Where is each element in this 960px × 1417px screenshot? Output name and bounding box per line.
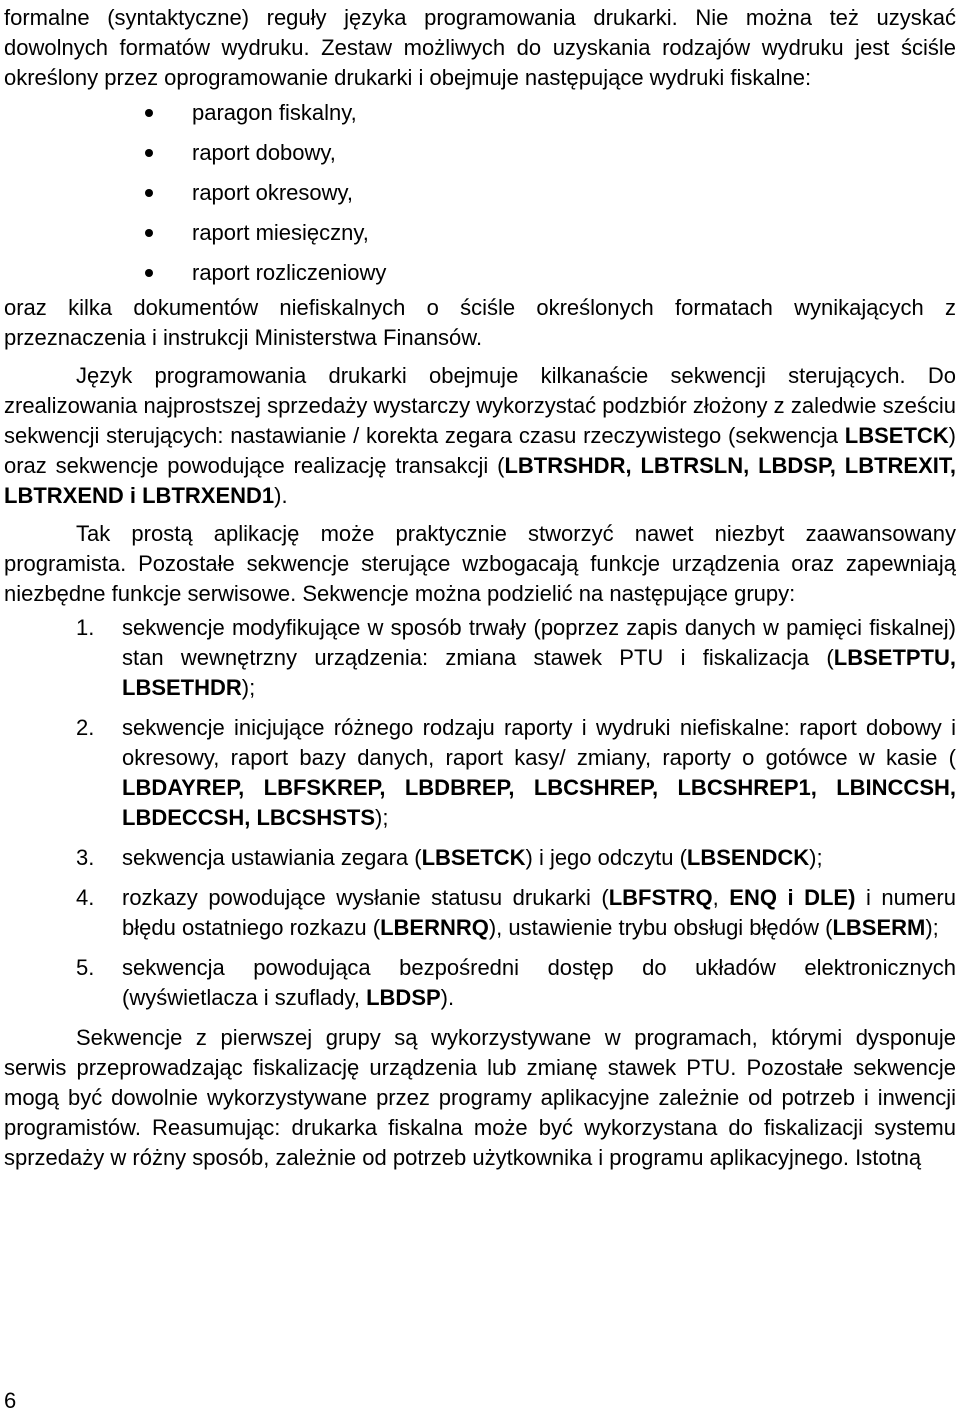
- list-item: 5. sekwencja powodująca bezpośredni dostęp do układów elektronicznych (wyświetlacza i szuflady, LBDSP).: [76, 955, 956, 1010]
- language-paragraph: Język programowania drukarki obejmuje kilkanaście sekwencji sterujących. Do zrealizowania najprostszej sprzedaży wystarczy wykorzystać podzbiór złożony z zaledwie sześciu sekwencji sterujących: nastawianie / korekta zegara czasu rzeczywistego (sekwencja LBSETCK) oraz sekwencje powodujące realizację transakcji (LBTRSHDR, LBTRSLN, LBDSP, LBTREXIT, LBTRXEND i LBTRXEND1).: [4, 363, 957, 508]
- bullet-icon: [145, 269, 153, 277]
- bullet-icon: [145, 149, 153, 157]
- bullet-icon: [145, 189, 153, 197]
- list-item: 4. rozkazy powodujące wysłanie statusu drukarki (LBFSTRQ, ENQ i DLE) i numeru błędu ostatniego rozkazu (LBERNRQ), ustawienie trybu obsługi błędów (LBSERM);: [76, 885, 956, 940]
- bullet-icon: [145, 229, 153, 237]
- groups-intro-paragraph: Tak prostą aplikację może praktycznie stworzyć nawet niezbyt zaawansowany programista. Pozostałe sekwencje sterujące wzbogacają funkcje urządzenia oraz zapewniają niezbędne funkcje serwisowe. Sekwencje można podzielić na następujące grupy:: [4, 521, 956, 606]
- page-content: [4, 3, 956, 1173]
- list-item: paragon fiskalny,: [4, 93, 956, 133]
- bullet-icon: [145, 109, 153, 117]
- sequence-groups-list: [4, 613, 956, 1013]
- fiscal-prints-list: [4, 93, 956, 293]
- list-item: raport dobowy,: [4, 133, 956, 173]
- list-item: raport rozliczeniowy: [4, 253, 956, 293]
- list-item: 3. sekwencja ustawiania zegara (LBSETCK) i jego odczytu (LBSENDCK);: [76, 845, 823, 870]
- page-number: 6: [4, 1388, 17, 1413]
- list-item: raport miesięczny,: [4, 213, 956, 253]
- list-item: 1. sekwencje modyfikujące w sposób trwały (poprzez zapis danych w pamięci fiskalnej) stan wewnętrzny urządzenia: zmiana stawek PTU i fiskalizacja (LBSETPTU, LBSETHDR);: [76, 615, 956, 700]
- list-item: 2. sekwencje inicjujące różnego rodzaju raporty i wydruki niefiskalne: raport dobowy i okresowy, raport bazy danych, raport kasy/ zmiany, raporty o gotówce w kasie ( LBDAYREP, LBFSKREP, LBDBREP, LBCSHREP, LBCSHREP1, LBINCCSH, LBDECCSH, LBCSHSTS);: [76, 715, 956, 830]
- intro-paragraph: formalne (syntaktyczne) reguły języka programowania drukarki. Nie można też uzyskać dowolnych formatów wydruku. Zestaw możliwych do uzyskania rodzajów wydruku jest ściśle określony przez oprogramowanie drukarki i obejmuje następujące wydruki fiskalne:: [4, 5, 956, 90]
- final-paragraph: Sekwencje z pierwszej grupy są wykorzystywane w programach, którymi dysponuje serwis przeprowadzając fiskalizację urządzenia lub zmianę stawek PTU. Pozostałe sekwencje mogą być dowolnie wykorzystywane przez programy aplikacyjne zależnie od potrzeb i inwencji programistów. Reasumując: drukarka fiskalna może być wykorzystana do fiskalizacji systemu sprzedaży w różny sposób, zależnie od potrzeb użytkownika i programu aplikacyjnego. Istotną: [4, 1025, 956, 1170]
- list-item: raport okresowy,: [4, 173, 956, 213]
- nonfiscal-paragraph: oraz kilka dokumentów niefiskalnych o ściśle określonych formatach wynikających z przeznaczenia i instrukcji Ministerstwa Finansów.: [4, 295, 956, 350]
